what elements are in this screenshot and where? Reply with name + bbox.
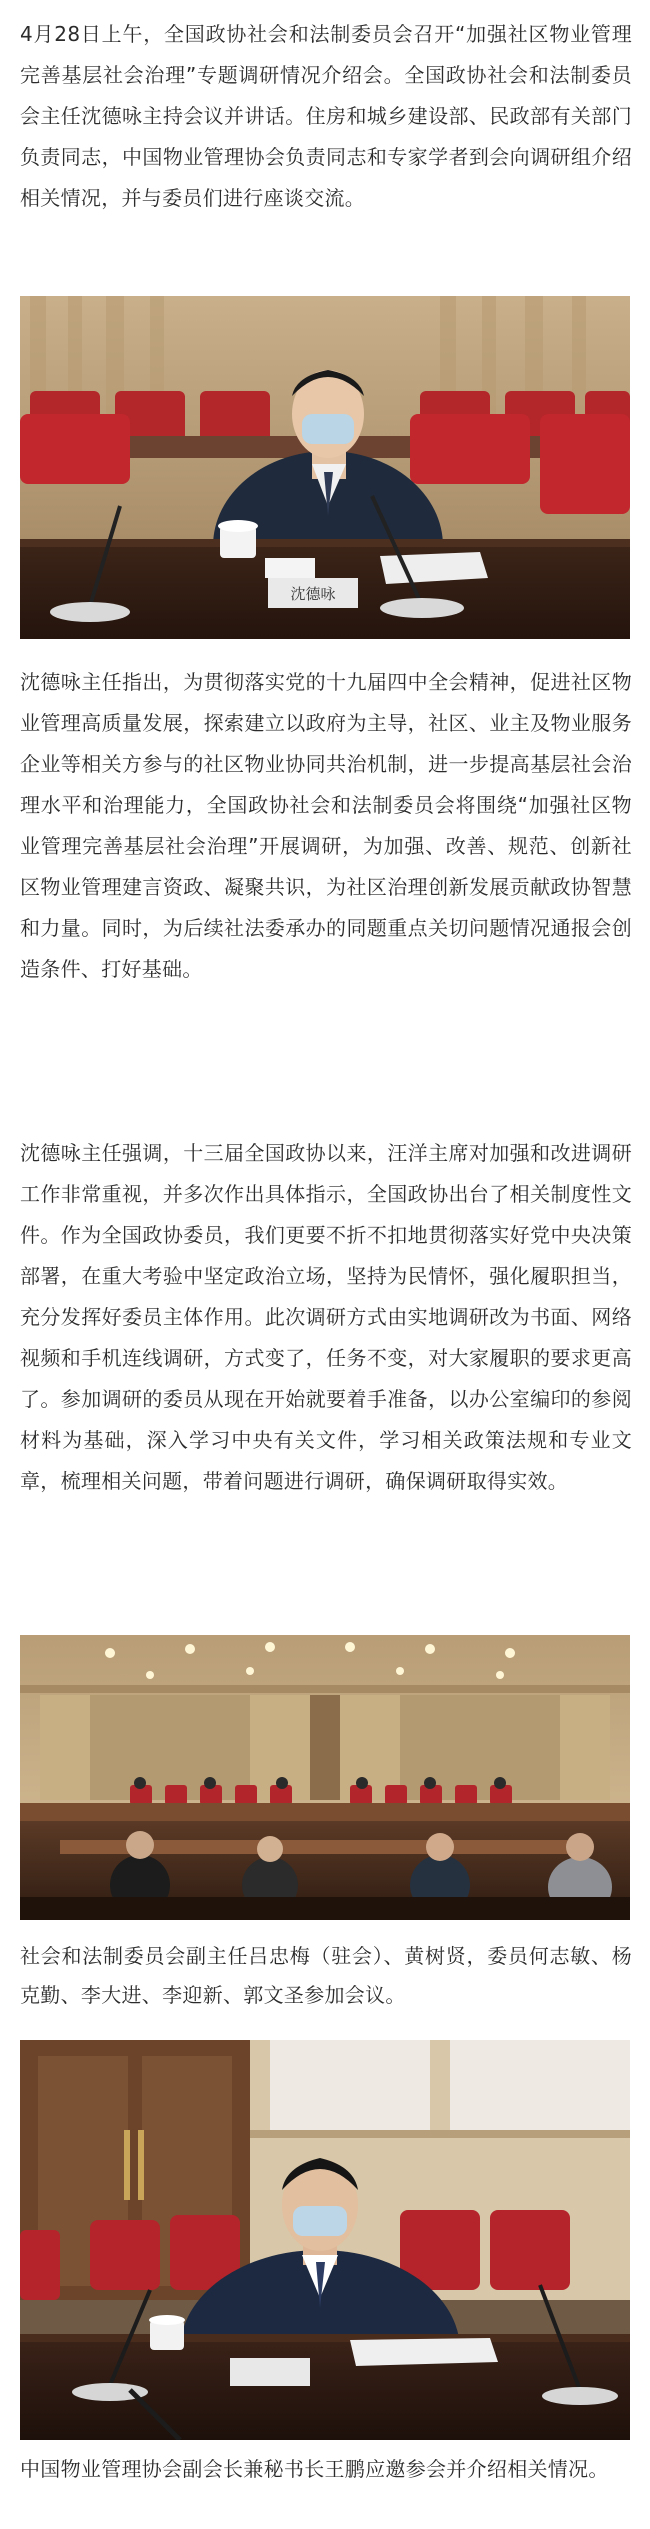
caption-meeting-room: 社会和法制委员会副主任吕忠梅（驻会）、黄树贤，委员何志敏、杨克勤、李大进、李迎新、郭文圣参加会议。 <box>20 1944 632 2007</box>
intro-paragraph: 4月28日上午，全国政协社会和法制委员会召开“加强社区物业管理 完善基层社会治理”专题调研情况介绍会。全国政协社会和法制委员会主任沈德咏主持会议并讲话。住房和城乡建设部、民政部有关部门负责同志，中国物业管理协会负责同志和专家学者到会向调研组介绍相关情况，并与委员们进行座谈交流。 <box>20 22 632 210</box>
photo-association-speaker <box>20 2040 630 2440</box>
photo-meeting-room <box>20 1635 630 1920</box>
caption-association-speaker: 中国物业管理协会副会长兼秘书长王鹏应邀参会并介绍相关情况。 <box>20 2457 609 2481</box>
first-point-paragraph: 沈德咏主任指出，为贯彻落实党的十九届四中全会精神，促进社区物业管理高质量发展，探索建立以政府为主导，社区、业主及物业服务企业等相关方参与的社区物业协同共治机制，进一步提高基层社会治理水平和治理能力，全国政协社会和法制委员会将围绕“加强社区物业管理完善基层社会治理”开展调研，为加强、改善、规范、创新社区物业管理建言资政、凝聚共识，为社区治理创新发展贡献政协智慧和力量。同时，为后续社法委承办的同题重点关切问题情况通报会创造条件、打好基础。 <box>20 670 632 981</box>
chair-nameplate: 沈德咏 <box>290 585 336 603</box>
second-point-paragraph: 沈德咏主任强调，十三届全国政协以来，汪洋主席对加强和改进调研工作非常重视，并多次作出具体指示，全国政协出台了相关制度性文件。作为全国政协委员，我们更要不折不扣地贯彻落实好党中央决策部署，在重大考验中坚定政治立场，坚持为民情怀，强化履职担当，充分发挥好委员主体作用。此次调研方式由实地调研改为书面、网络视频和手机连线调研，方式变了，任务不变，对大家履职的要求更高了。参加调研的委员从现在开始就要着手准备，以办公室编印的参阅材料为基础，深入学习中央有关文件，学习相关政策法规和专业文章，梳理相关问题，带着问题进行调研，确保调研取得实效。 <box>20 1141 632 1493</box>
photo-chairman-speaking <box>20 296 630 639</box>
